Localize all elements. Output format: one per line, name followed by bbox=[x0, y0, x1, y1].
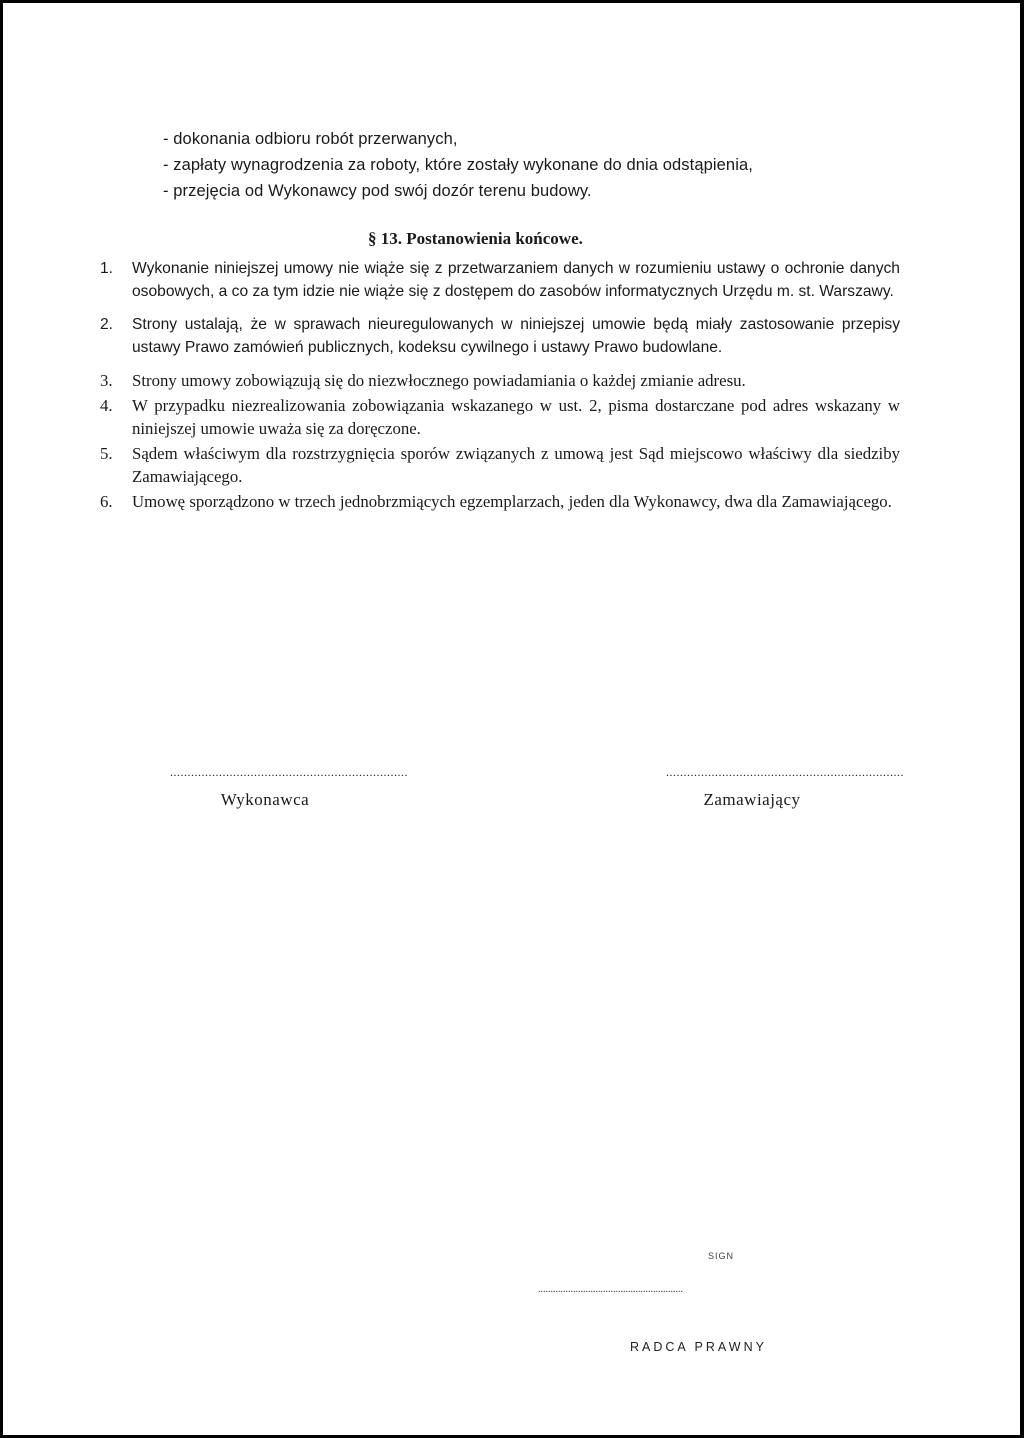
dash-item: - przejęcia od Wykonawcy pod swój dozór terenu budowy. bbox=[163, 182, 592, 200]
item-number: 3. bbox=[100, 371, 113, 390]
dash-list bbox=[163, 126, 753, 204]
dash-item: - zapłaty wynagrodzenia za roboty, które zostały wykonane do dnia odstąpienia, bbox=[163, 156, 753, 174]
signature-employer bbox=[666, 765, 904, 810]
section-title: § 13. Postanowienia końcowe. bbox=[368, 229, 583, 248]
item-text: Wykonanie niniejszej umowy nie wiąże się z przetwarzaniem danych w rozumieniu ustawy o ochronie danych osobowych, a co za tym idzie nie wiąże się z dostępem do zasobów informatycznych Urzędu m. st. Warszawy. bbox=[132, 260, 900, 300]
item-number: 2. bbox=[100, 316, 114, 333]
item-text: Strony umowy zobowiązują się do niezwłocznego powiadamiania o każdej zmianie adresu. bbox=[132, 371, 746, 390]
signature-contractor bbox=[170, 765, 408, 810]
stamp-small-text: SIGN bbox=[708, 1251, 735, 1261]
list-item bbox=[100, 369, 900, 392]
list-item bbox=[100, 490, 900, 513]
signature-label-contractor: Wykonawca bbox=[220, 790, 310, 809]
dash-item: - dokonania odbioru robót przerwanych, bbox=[163, 130, 458, 148]
stamp-signature-line: .......................................................... bbox=[538, 1284, 683, 1295]
item-text: Strony ustalają, że w sprawach nieuregulowanych w niniejszej umowie będą miały zastosowanie przepisy ustawy Prawo zamówień publicznych, kodeksu cywilnego i ustawy Prawo budowlane. bbox=[132, 316, 900, 356]
item-number: 1. bbox=[100, 260, 114, 277]
signature-line: .................................................................... bbox=[666, 765, 904, 779]
list-item bbox=[100, 442, 900, 488]
item-text: Umowę sporządzono w trzech jednobrzmiących egzemplarzach, jeden dla Wykonawcy, dwa dla Zamawiającego. bbox=[132, 492, 892, 511]
signature-label-employer: Zamawiający bbox=[703, 790, 801, 809]
item-number: 4. bbox=[100, 396, 113, 415]
item-text: Sądem właściwym dla rozstrzygnięcia sporów związanych z umową jest Sąd miejscowo właściwy dla siedziby Zamawiającego. bbox=[132, 444, 900, 486]
item-number: 6. bbox=[100, 492, 113, 511]
item-number: 5. bbox=[100, 444, 113, 463]
numbered-list bbox=[100, 257, 900, 513]
list-item bbox=[100, 394, 900, 440]
stamp-label: RADCA PRAWNY bbox=[630, 1340, 767, 1354]
list-item bbox=[100, 257, 900, 303]
item-text: W przypadku niezrealizowania zobowiązania wskazanego w ust. 2, pisma dostarczane pod adres wskazany w niniejszej umowie uważa się za doręczone. bbox=[132, 396, 900, 438]
list-item bbox=[100, 313, 900, 359]
signature-line: .................................................................... bbox=[170, 765, 408, 779]
